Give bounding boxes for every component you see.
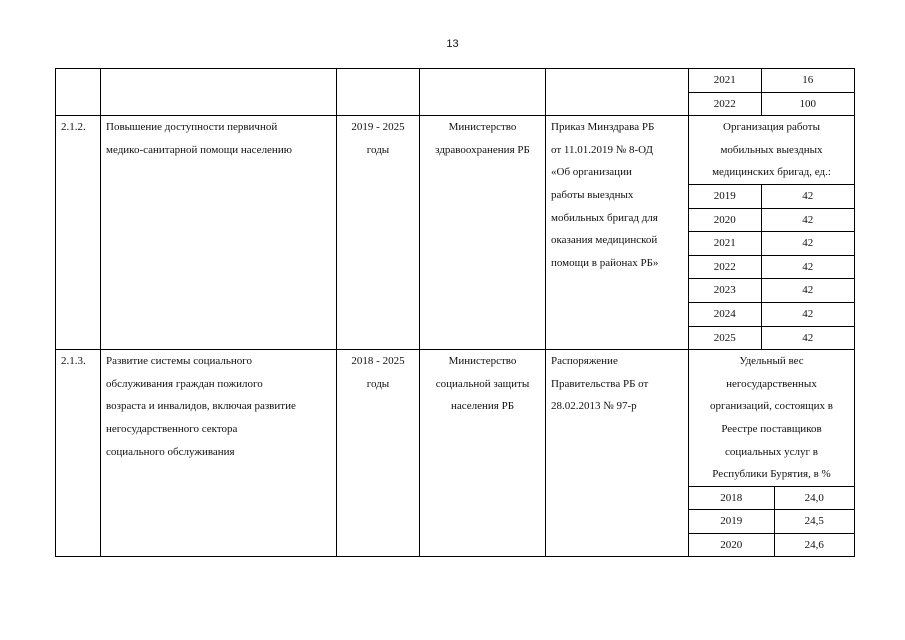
cell-executor <box>420 350 546 557</box>
value-row <box>689 487 854 510</box>
value-row <box>689 208 854 232</box>
cell-num: 2.1.2. <box>56 116 101 350</box>
year-cell: 2018 <box>689 487 774 510</box>
value-row <box>689 302 854 326</box>
text-line: негосударственных <box>726 377 817 390</box>
table-row <box>56 350 855 557</box>
indicator-values-table <box>689 185 854 349</box>
program-table <box>55 68 855 557</box>
cell-executor <box>420 69 546 116</box>
value-cell: 16 <box>761 69 854 92</box>
text-line: Развитие системы социального <box>106 355 252 368</box>
indicator-values-table <box>689 487 854 557</box>
text-line: годы <box>366 377 390 390</box>
value-cell: 42 <box>761 255 854 279</box>
text-line: 28.02.2013 № 97-р <box>551 400 637 413</box>
year-cell: 2025 <box>689 326 761 349</box>
cell-period <box>337 350 420 557</box>
text-line: работы выездных <box>551 188 634 201</box>
year-cell: 2022 <box>689 92 761 115</box>
cell-indicator <box>689 116 855 350</box>
text-line: Правительства РБ от <box>551 377 649 390</box>
text-line: Министерство <box>448 355 517 368</box>
text-line: 2019 - 2025 <box>351 121 405 134</box>
cell-period <box>337 69 420 116</box>
text-line: населения РБ <box>450 400 515 413</box>
value-row <box>689 255 854 279</box>
value-cell: 42 <box>761 208 854 232</box>
cell-name <box>101 350 337 557</box>
cell-indicator <box>689 350 855 557</box>
text-line: медицинских бригад, ед.: <box>712 166 831 179</box>
year-cell: 2019 <box>689 510 774 534</box>
year-cell: 2019 <box>689 185 761 208</box>
cell-period <box>337 116 420 350</box>
text-line: оказания медицинской <box>551 234 658 247</box>
cell-name <box>101 69 337 116</box>
text-line: социальных услуг в <box>725 445 818 458</box>
page-number: 13 <box>446 38 459 50</box>
value-cell: 24,6 <box>774 533 854 556</box>
text-line: мобильных выездных <box>720 143 823 156</box>
cell-document <box>546 350 689 557</box>
text-line: Республики Бурятия, в % <box>712 468 831 481</box>
year-cell: 2020 <box>689 208 761 232</box>
year-cell: 2024 <box>689 302 761 326</box>
text-line: Удельный вес <box>739 355 804 368</box>
value-row <box>689 326 854 349</box>
text-line: Организация работы <box>723 121 820 134</box>
indicator-values-table <box>689 69 854 115</box>
value-cell: 42 <box>761 185 854 208</box>
text-line: медико-санитарной помощи населению <box>106 143 292 156</box>
value-row <box>689 92 854 115</box>
text-line: организаций, состоящих в <box>710 400 833 413</box>
text-line: помощи в районах РБ» <box>551 256 659 269</box>
text-line: мобильных бригад для <box>551 211 658 224</box>
value-cell: 100 <box>761 92 854 115</box>
text-line: 2018 - 2025 <box>351 355 405 368</box>
indicator-title <box>689 116 854 185</box>
value-row <box>689 232 854 256</box>
value-cell: 24,0 <box>774 487 854 510</box>
text-line: годы <box>366 143 390 156</box>
cell-name <box>101 116 337 350</box>
table-row <box>56 116 855 350</box>
text-line: Повышение доступности первичной <box>106 121 278 134</box>
year-cell: 2023 <box>689 279 761 303</box>
value-cell: 42 <box>761 302 854 326</box>
cell-document <box>546 116 689 350</box>
text-line: негосударственного сектора <box>106 422 238 435</box>
value-cell: 24,5 <box>774 510 854 534</box>
text-line: здравоохранения РБ <box>435 143 530 156</box>
cell-document <box>546 69 689 116</box>
text-line: социальной защиты <box>435 377 530 390</box>
text-line: Приказ Минздрава РБ <box>551 121 655 134</box>
year-cell: 2022 <box>689 255 761 279</box>
text-line: обслуживания граждан пожилого <box>106 377 263 390</box>
cell-indicator <box>689 69 855 116</box>
text-line: от 11.01.2019 № 8-ОД <box>551 143 654 156</box>
text-line: Министерство <box>448 121 517 134</box>
text-line: Реестре поставщиков <box>721 422 822 435</box>
text-line: «Об организации <box>551 166 632 179</box>
text-line: социального обслуживания <box>106 445 235 458</box>
value-cell: 42 <box>761 279 854 303</box>
text-line: возраста и инвалидов, включая развитие <box>106 400 296 413</box>
year-cell: 2020 <box>689 533 774 556</box>
cell-num <box>56 69 101 116</box>
cell-num: 2.1.3. <box>56 350 101 557</box>
value-row <box>689 533 854 556</box>
value-row <box>689 185 854 208</box>
year-cell: 2021 <box>689 232 761 256</box>
table-row-continued <box>56 69 855 116</box>
indicator-title <box>689 350 854 487</box>
value-cell: 42 <box>761 232 854 256</box>
year-cell: 2021 <box>689 69 761 92</box>
value-cell: 42 <box>761 326 854 349</box>
cell-executor <box>420 116 546 350</box>
value-row <box>689 69 854 92</box>
value-row <box>689 279 854 303</box>
value-row <box>689 510 854 534</box>
text-line: Распоряжение <box>551 355 618 368</box>
